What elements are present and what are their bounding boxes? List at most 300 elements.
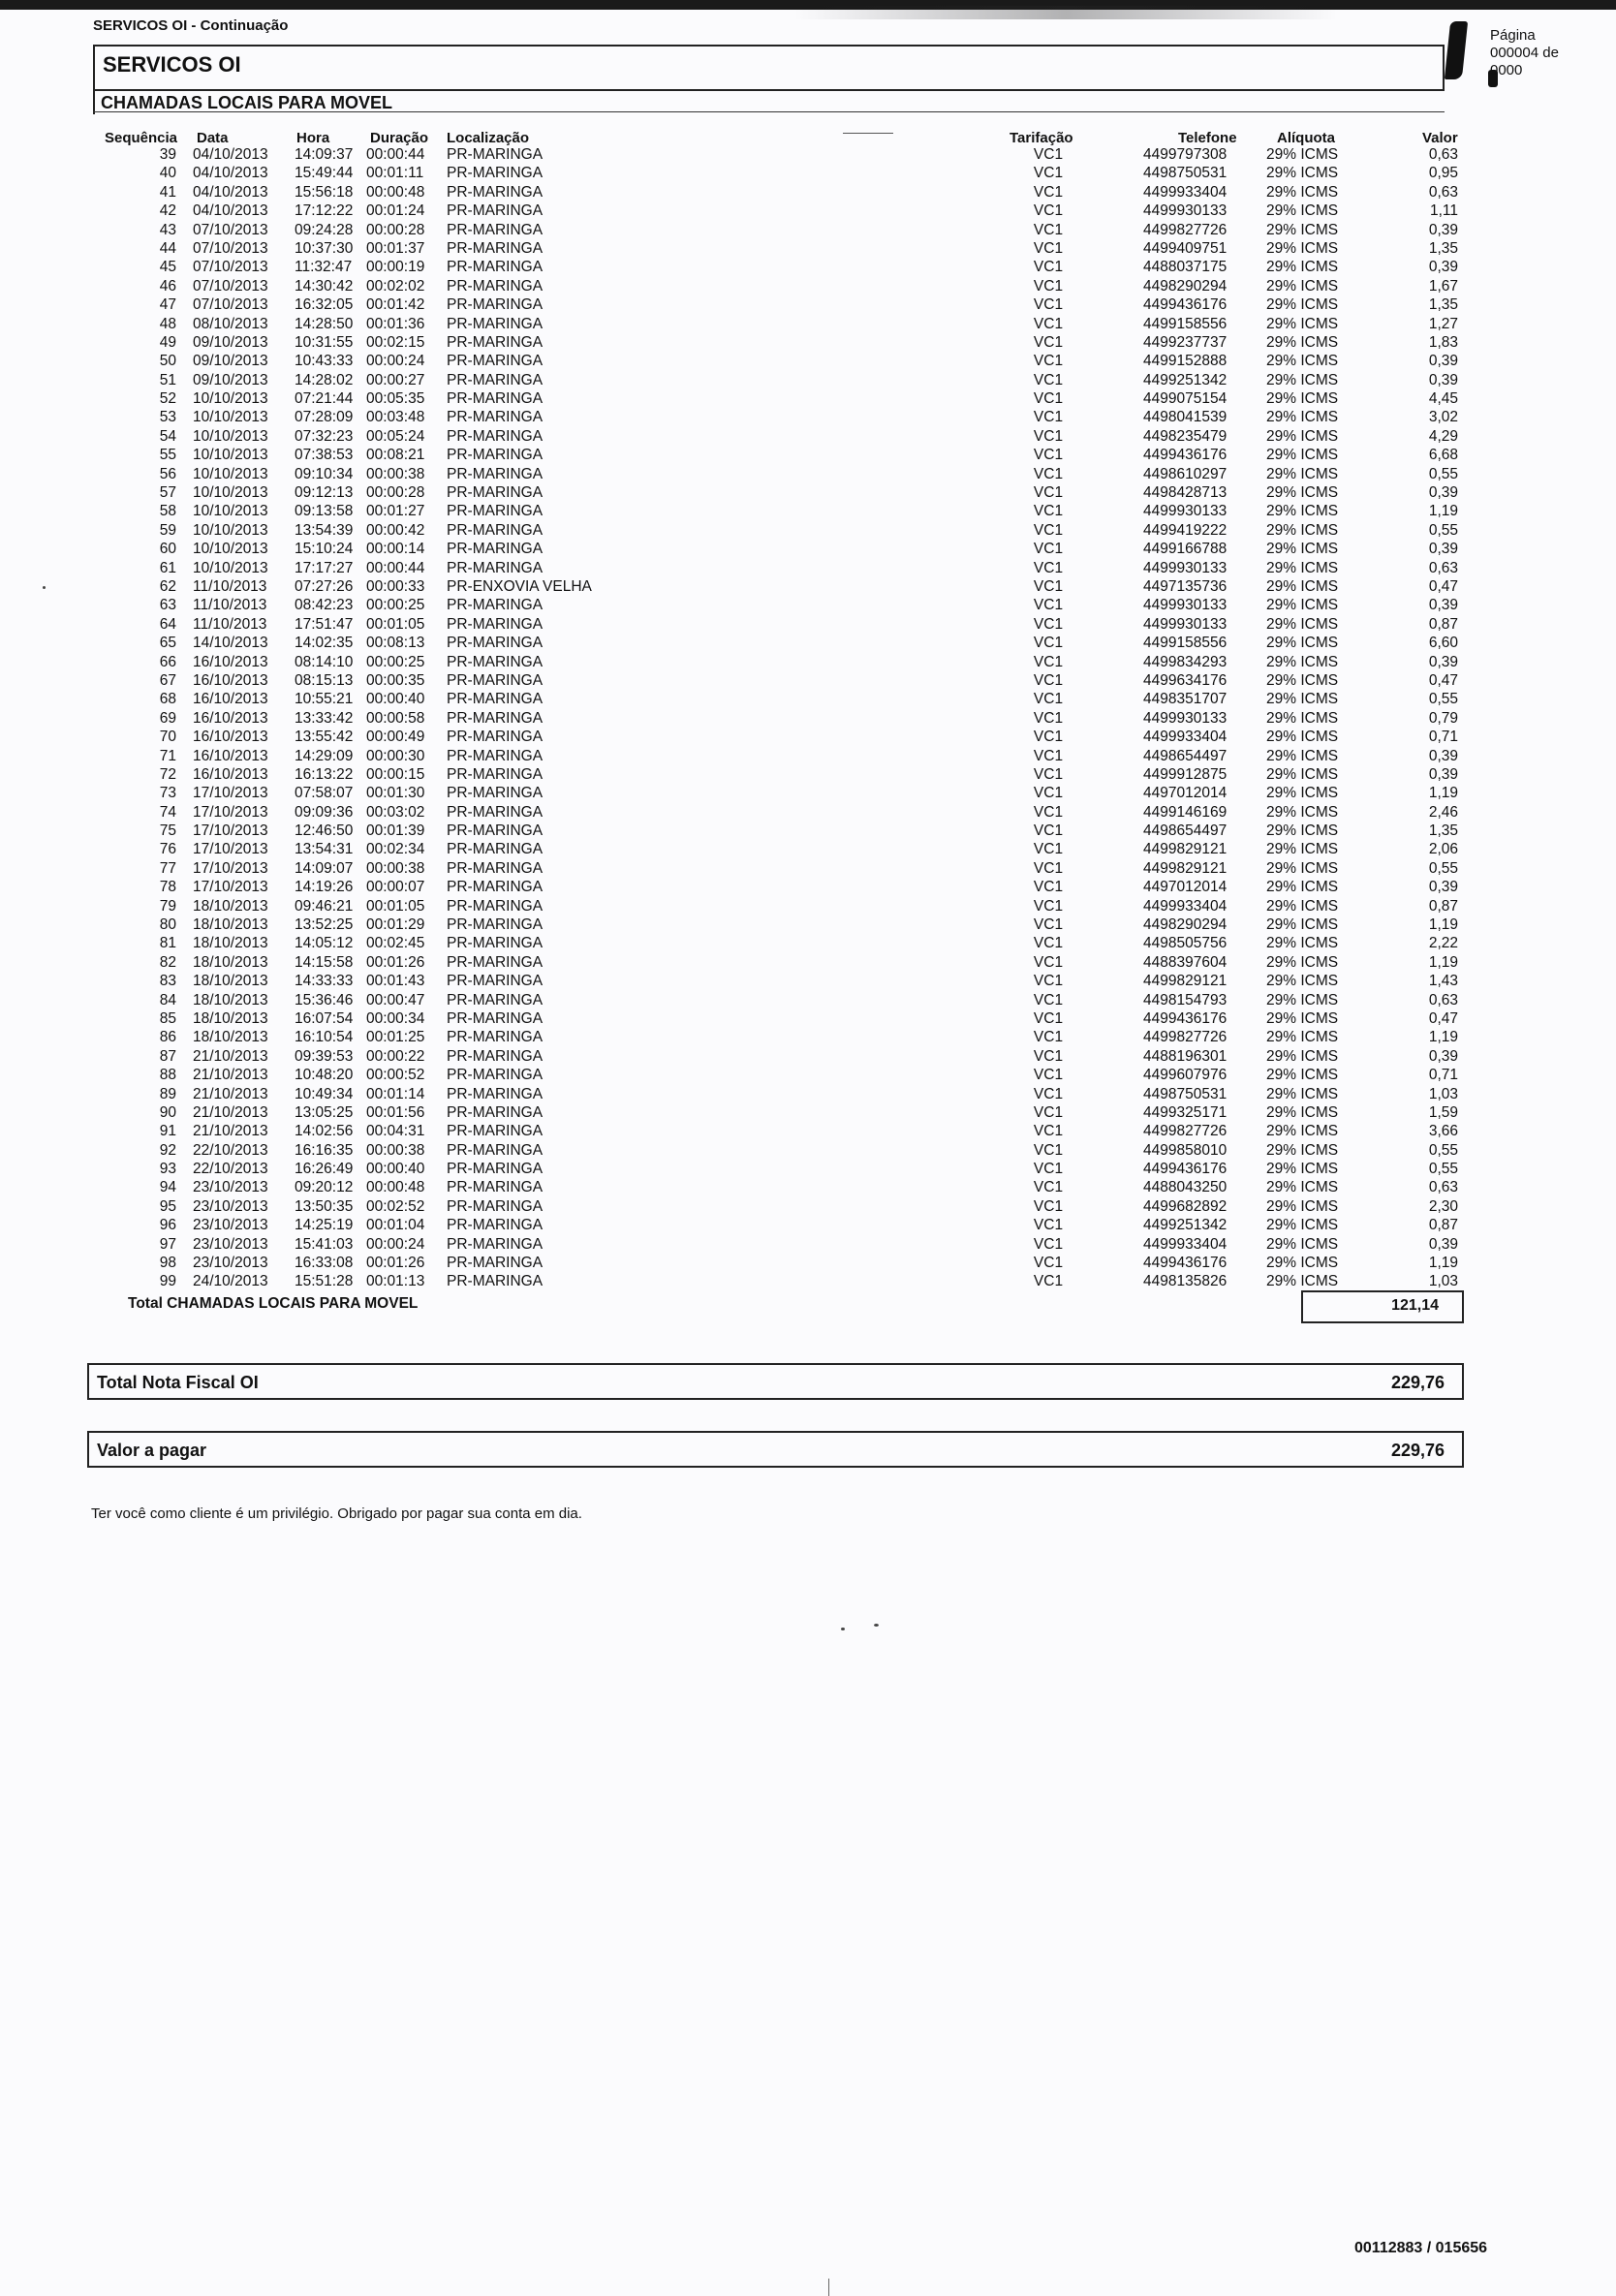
cell-telefone: 4499829121 bbox=[1143, 973, 1228, 990]
cell-tarifacao: VC1 bbox=[1033, 277, 1064, 295]
page-label: Página bbox=[1490, 27, 1536, 44]
cell-tarifacao: VC1 bbox=[1033, 635, 1064, 652]
cell-duracao: 00:00:38 bbox=[366, 465, 425, 482]
cell-seq: 58 bbox=[159, 503, 176, 520]
page-total: 0000 bbox=[1490, 62, 1523, 78]
cell-tarifacao: VC1 bbox=[1033, 503, 1064, 520]
cell-data: 18/10/2013 bbox=[193, 897, 268, 915]
table-row bbox=[0, 1103, 1616, 1122]
page-indicator bbox=[1490, 27, 1559, 79]
cell-telefone: 4499933404 bbox=[1143, 897, 1228, 915]
cell-data: 10/10/2013 bbox=[193, 503, 268, 520]
cell-aliquota: 29% ICMS bbox=[1266, 1009, 1339, 1027]
cell-hora: 14:05:12 bbox=[295, 935, 354, 952]
cell-hora: 13:05:25 bbox=[295, 1103, 354, 1121]
cell-hora: 15:49:44 bbox=[295, 165, 354, 182]
cell-data: 07/10/2013 bbox=[193, 239, 268, 257]
cell-duracao: 00:04:31 bbox=[366, 1123, 425, 1140]
cell-hora: 17:51:47 bbox=[295, 615, 354, 633]
cell-duracao: 00:00:35 bbox=[366, 671, 425, 689]
cell-valor: 1,03 bbox=[1428, 1273, 1458, 1290]
cell-hora: 14:25:19 bbox=[295, 1217, 354, 1234]
cell-seq: 93 bbox=[159, 1161, 176, 1178]
cell-tarifacao: VC1 bbox=[1033, 729, 1064, 746]
cell-data: 23/10/2013 bbox=[193, 1197, 268, 1215]
cell-tarifacao: VC1 bbox=[1033, 577, 1064, 595]
cell-duracao: 00:00:33 bbox=[366, 577, 425, 595]
table-row bbox=[0, 577, 1616, 596]
table-row bbox=[0, 540, 1616, 558]
cell-tarifacao: VC1 bbox=[1033, 239, 1064, 257]
cell-aliquota: 29% ICMS bbox=[1266, 165, 1339, 182]
cell-data: 22/10/2013 bbox=[193, 1141, 268, 1159]
cell-valor: 0,79 bbox=[1428, 709, 1458, 727]
cell-localizacao: PR-MARINGA bbox=[447, 259, 544, 276]
cell-hora: 14:09:37 bbox=[295, 146, 354, 163]
cell-hora: 14:19:26 bbox=[295, 879, 354, 896]
cell-aliquota: 29% ICMS bbox=[1266, 803, 1339, 821]
cell-valor: 1,19 bbox=[1428, 1255, 1458, 1272]
cell-data: 10/10/2013 bbox=[193, 521, 268, 539]
cell-valor: 0,63 bbox=[1428, 991, 1458, 1008]
cell-localizacao: PR-MARINGA bbox=[447, 165, 544, 182]
cell-data: 18/10/2013 bbox=[193, 1029, 268, 1046]
cell-tarifacao: VC1 bbox=[1033, 521, 1064, 539]
cell-aliquota: 29% ICMS bbox=[1266, 859, 1339, 877]
cell-valor: 0,87 bbox=[1428, 897, 1458, 915]
table-row bbox=[0, 634, 1616, 652]
cell-valor: 0,39 bbox=[1428, 259, 1458, 276]
cell-tarifacao: VC1 bbox=[1033, 559, 1064, 576]
cell-seq: 48 bbox=[159, 315, 176, 332]
cell-hora: 17:12:22 bbox=[295, 202, 354, 220]
cell-seq: 76 bbox=[159, 841, 176, 858]
cell-seq: 95 bbox=[159, 1197, 176, 1215]
valor-pagar-value: 229,76 bbox=[1390, 1441, 1445, 1460]
cell-seq: 79 bbox=[159, 897, 176, 915]
cell-data: 10/10/2013 bbox=[193, 465, 268, 482]
cell-valor: 4,29 bbox=[1428, 427, 1458, 445]
table-row bbox=[0, 897, 1616, 915]
cell-duracao: 00:01:30 bbox=[366, 785, 425, 802]
cell-telefone: 4498290294 bbox=[1143, 277, 1228, 295]
cell-duracao: 00:00:44 bbox=[366, 146, 425, 163]
cell-valor: 1,67 bbox=[1428, 277, 1458, 295]
cell-seq: 82 bbox=[159, 953, 176, 971]
cell-localizacao: PR-ENXOVIA VELHA bbox=[447, 577, 592, 595]
cell-telefone: 4498351707 bbox=[1143, 691, 1228, 708]
cell-localizacao: PR-MARINGA bbox=[447, 333, 544, 351]
cell-aliquota: 29% ICMS bbox=[1266, 239, 1339, 257]
cell-telefone: 4499930133 bbox=[1143, 202, 1228, 220]
cell-tarifacao: VC1 bbox=[1033, 803, 1064, 821]
cell-seq: 81 bbox=[159, 935, 176, 952]
cell-hora: 07:28:09 bbox=[295, 409, 354, 426]
cell-localizacao: PR-MARINGA bbox=[447, 371, 544, 388]
table-row bbox=[0, 747, 1616, 765]
cell-duracao: 00:00:52 bbox=[366, 1067, 425, 1084]
cell-aliquota: 29% ICMS bbox=[1266, 1067, 1339, 1084]
cell-aliquota: 29% ICMS bbox=[1266, 597, 1339, 614]
table-row bbox=[0, 878, 1616, 896]
cell-localizacao: PR-MARINGA bbox=[447, 202, 544, 220]
cell-telefone: 4497012014 bbox=[1143, 879, 1228, 896]
table-row bbox=[0, 295, 1616, 314]
cell-valor: 0,39 bbox=[1428, 221, 1458, 238]
table-row bbox=[0, 1254, 1616, 1272]
cell-valor: 1,35 bbox=[1428, 239, 1458, 257]
cell-valor: 0,55 bbox=[1428, 521, 1458, 539]
cell-seq: 71 bbox=[159, 747, 176, 764]
cell-aliquota: 29% ICMS bbox=[1266, 1085, 1339, 1102]
cell-data: 09/10/2013 bbox=[193, 333, 268, 351]
cell-tarifacao: VC1 bbox=[1033, 447, 1064, 464]
cell-hora: 07:38:53 bbox=[295, 447, 354, 464]
cell-seq: 44 bbox=[159, 239, 176, 257]
cell-valor: 0,39 bbox=[1428, 353, 1458, 370]
running-title: SERVICOS OI - Continuação bbox=[93, 17, 289, 34]
col-header-data: Data bbox=[197, 130, 229, 146]
col-header-hora: Hora bbox=[296, 130, 330, 146]
cell-valor: 0,47 bbox=[1428, 671, 1458, 689]
cell-duracao: 00:00:19 bbox=[366, 259, 425, 276]
cell-hora: 15:41:03 bbox=[295, 1235, 354, 1253]
cell-tarifacao: VC1 bbox=[1033, 165, 1064, 182]
cell-data: 21/10/2013 bbox=[193, 1103, 268, 1121]
cell-duracao: 00:01:36 bbox=[366, 315, 425, 332]
cell-hora: 09:13:58 bbox=[295, 503, 354, 520]
cell-duracao: 00:00:15 bbox=[366, 765, 425, 783]
cell-duracao: 00:00:27 bbox=[366, 371, 425, 388]
cell-aliquota: 29% ICMS bbox=[1266, 729, 1339, 746]
table-row bbox=[0, 972, 1616, 990]
cell-localizacao: PR-MARINGA bbox=[447, 1085, 544, 1102]
cell-aliquota: 29% ICMS bbox=[1266, 653, 1339, 670]
cell-tarifacao: VC1 bbox=[1033, 221, 1064, 238]
cell-aliquota: 29% ICMS bbox=[1266, 541, 1339, 558]
cell-localizacao: PR-MARINGA bbox=[447, 503, 544, 520]
cell-valor: 1,03 bbox=[1428, 1085, 1458, 1102]
table-row bbox=[0, 859, 1616, 878]
cell-aliquota: 29% ICMS bbox=[1266, 427, 1339, 445]
cell-valor: 1,11 bbox=[1429, 202, 1458, 220]
cell-tarifacao: VC1 bbox=[1033, 259, 1064, 276]
cell-data: 18/10/2013 bbox=[193, 953, 268, 971]
cell-localizacao: PR-MARINGA bbox=[447, 841, 544, 858]
cell-data: 23/10/2013 bbox=[193, 1179, 268, 1196]
cell-data: 14/10/2013 bbox=[193, 635, 268, 652]
cell-aliquota: 29% ICMS bbox=[1266, 221, 1339, 238]
cell-hora: 15:10:24 bbox=[295, 541, 354, 558]
scan-smear bbox=[794, 6, 1337, 19]
cell-seq: 91 bbox=[159, 1123, 176, 1140]
calls-table bbox=[0, 145, 1616, 1291]
cell-valor: 2,30 bbox=[1428, 1197, 1458, 1215]
cell-valor: 3,66 bbox=[1428, 1123, 1458, 1140]
cell-telefone: 4498154793 bbox=[1143, 991, 1228, 1008]
table-row bbox=[0, 728, 1616, 746]
cell-seq: 99 bbox=[159, 1273, 176, 1290]
cell-seq: 55 bbox=[159, 447, 176, 464]
cell-telefone: 4499933404 bbox=[1143, 729, 1228, 746]
cell-seq: 40 bbox=[159, 165, 176, 182]
cell-telefone: 4498654497 bbox=[1143, 747, 1228, 764]
cell-telefone: 4499251342 bbox=[1143, 371, 1228, 388]
cell-localizacao: PR-MARINGA bbox=[447, 484, 544, 502]
cell-localizacao: PR-MARINGA bbox=[447, 1141, 544, 1159]
table-row bbox=[0, 765, 1616, 784]
cell-data: 16/10/2013 bbox=[193, 653, 268, 670]
cell-seq: 68 bbox=[159, 691, 176, 708]
cell-hora: 13:52:25 bbox=[295, 916, 354, 934]
page-number: 000004 de bbox=[1490, 45, 1559, 61]
cell-telefone: 4499436176 bbox=[1143, 1255, 1228, 1272]
cell-aliquota: 29% ICMS bbox=[1266, 841, 1339, 858]
nota-fiscal-label: Total Nota Fiscal OI bbox=[97, 1373, 259, 1392]
cell-duracao: 00:01:05 bbox=[366, 615, 425, 633]
cell-seq: 59 bbox=[159, 521, 176, 539]
cell-hora: 09:39:53 bbox=[295, 1047, 354, 1065]
cell-localizacao: PR-MARINGA bbox=[447, 597, 544, 614]
cell-tarifacao: VC1 bbox=[1033, 1235, 1064, 1253]
cell-aliquota: 29% ICMS bbox=[1266, 691, 1339, 708]
cell-localizacao: PR-MARINGA bbox=[447, 353, 544, 370]
cell-telefone: 4499930133 bbox=[1143, 615, 1228, 633]
cell-localizacao: PR-MARINGA bbox=[447, 803, 544, 821]
table-row bbox=[0, 1272, 1616, 1290]
cell-seq: 85 bbox=[159, 1009, 176, 1027]
cell-data: 18/10/2013 bbox=[193, 991, 268, 1008]
cell-localizacao: PR-MARINGA bbox=[447, 691, 544, 708]
cell-aliquota: 29% ICMS bbox=[1266, 315, 1339, 332]
cell-seq: 60 bbox=[159, 541, 176, 558]
cell-valor: 0,47 bbox=[1428, 577, 1458, 595]
cell-localizacao: PR-MARINGA bbox=[447, 296, 544, 314]
cell-aliquota: 29% ICMS bbox=[1266, 973, 1339, 990]
cell-hora: 16:10:54 bbox=[295, 1029, 354, 1046]
col-header-tarifacao: Tarifação bbox=[1010, 130, 1073, 146]
cell-duracao: 00:00:25 bbox=[366, 653, 425, 670]
cell-duracao: 00:00:42 bbox=[366, 521, 425, 539]
cell-localizacao: PR-MARINGA bbox=[447, 1047, 544, 1065]
cell-data: 10/10/2013 bbox=[193, 390, 268, 408]
cell-aliquota: 29% ICMS bbox=[1266, 1029, 1339, 1046]
cell-localizacao: PR-MARINGA bbox=[447, 427, 544, 445]
cell-aliquota: 29% ICMS bbox=[1266, 1197, 1339, 1215]
cell-seq: 49 bbox=[159, 333, 176, 351]
cell-data: 18/10/2013 bbox=[193, 973, 268, 990]
cell-localizacao: PR-MARINGA bbox=[447, 390, 544, 408]
cell-valor: 1,83 bbox=[1428, 333, 1458, 351]
cell-localizacao: PR-MARINGA bbox=[447, 447, 544, 464]
cell-localizacao: PR-MARINGA bbox=[447, 146, 544, 163]
cell-aliquota: 29% ICMS bbox=[1266, 1103, 1339, 1121]
cell-telefone: 4499858010 bbox=[1143, 1141, 1228, 1159]
cell-duracao: 00:03:02 bbox=[366, 803, 425, 821]
footer-message: Ter você como cliente é um privilégio. Obrigado por pagar sua conta em dia. bbox=[91, 1505, 582, 1522]
cell-duracao: 00:00:40 bbox=[366, 691, 425, 708]
cell-hora: 13:54:39 bbox=[295, 521, 354, 539]
cell-localizacao: PR-MARINGA bbox=[447, 1197, 544, 1215]
cell-valor: 0,55 bbox=[1428, 691, 1458, 708]
cell-duracao: 00:01:43 bbox=[366, 973, 425, 990]
table-row bbox=[0, 427, 1616, 446]
cell-hora: 14:29:09 bbox=[295, 747, 354, 764]
cell-data: 07/10/2013 bbox=[193, 221, 268, 238]
cell-localizacao: PR-MARINGA bbox=[447, 973, 544, 990]
table-row bbox=[0, 502, 1616, 520]
cell-seq: 83 bbox=[159, 973, 176, 990]
cell-aliquota: 29% ICMS bbox=[1266, 333, 1339, 351]
cell-tarifacao: VC1 bbox=[1033, 671, 1064, 689]
cell-tarifacao: VC1 bbox=[1033, 859, 1064, 877]
cell-aliquota: 29% ICMS bbox=[1266, 1179, 1339, 1196]
cell-valor: 0,87 bbox=[1428, 1217, 1458, 1234]
cell-tarifacao: VC1 bbox=[1033, 1179, 1064, 1196]
cell-duracao: 00:00:22 bbox=[366, 1047, 425, 1065]
table-row bbox=[0, 596, 1616, 614]
cell-hora: 15:51:28 bbox=[295, 1273, 354, 1290]
cell-data: 04/10/2013 bbox=[193, 183, 268, 201]
cell-hora: 08:14:10 bbox=[295, 653, 354, 670]
cell-telefone: 4499834293 bbox=[1143, 653, 1228, 670]
cell-tarifacao: VC1 bbox=[1033, 427, 1064, 445]
table-row bbox=[0, 653, 1616, 671]
cell-aliquota: 29% ICMS bbox=[1266, 1141, 1339, 1159]
cell-seq: 43 bbox=[159, 221, 176, 238]
cell-aliquota: 29% ICMS bbox=[1266, 615, 1339, 633]
cell-data: 16/10/2013 bbox=[193, 709, 268, 727]
cell-localizacao: PR-MARINGA bbox=[447, 1123, 544, 1140]
cell-valor: 3,02 bbox=[1428, 409, 1458, 426]
cell-data: 10/10/2013 bbox=[193, 427, 268, 445]
cell-valor: 0,39 bbox=[1428, 879, 1458, 896]
cell-tarifacao: VC1 bbox=[1033, 1047, 1064, 1065]
cell-telefone: 4499930133 bbox=[1143, 709, 1228, 727]
cell-localizacao: PR-MARINGA bbox=[447, 709, 544, 727]
cell-duracao: 00:01:13 bbox=[366, 1273, 425, 1290]
cell-tarifacao: VC1 bbox=[1033, 353, 1064, 370]
cell-data: 07/10/2013 bbox=[193, 296, 268, 314]
cell-aliquota: 29% ICMS bbox=[1266, 146, 1339, 163]
nota-fiscal-total-box bbox=[87, 1363, 1464, 1400]
table-row bbox=[0, 1178, 1616, 1196]
table-row bbox=[0, 1009, 1616, 1028]
cell-seq: 66 bbox=[159, 653, 176, 670]
cell-duracao: 00:00:34 bbox=[366, 1009, 425, 1027]
cell-aliquota: 29% ICMS bbox=[1266, 521, 1339, 539]
cell-data: 23/10/2013 bbox=[193, 1235, 268, 1253]
cell-telefone: 4499827726 bbox=[1143, 1029, 1228, 1046]
cell-valor: 0,55 bbox=[1428, 1141, 1458, 1159]
cell-aliquota: 29% ICMS bbox=[1266, 353, 1339, 370]
cell-valor: 0,39 bbox=[1428, 765, 1458, 783]
cell-valor: 0,39 bbox=[1428, 747, 1458, 764]
cell-seq: 97 bbox=[159, 1235, 176, 1253]
cell-hora: 07:27:26 bbox=[295, 577, 354, 595]
cell-hora: 09:46:21 bbox=[295, 897, 354, 915]
cell-data: 21/10/2013 bbox=[193, 1067, 268, 1084]
cell-duracao: 00:01:04 bbox=[366, 1217, 425, 1234]
cell-hora: 16:32:05 bbox=[295, 296, 354, 314]
scan-mark bbox=[828, 2279, 829, 2296]
cell-valor: 1,35 bbox=[1428, 296, 1458, 314]
cell-duracao: 00:00:38 bbox=[366, 1141, 425, 1159]
cell-data: 11/10/2013 bbox=[193, 615, 267, 633]
services-title: SERVICOS OI bbox=[103, 52, 241, 77]
cell-seq: 39 bbox=[159, 146, 176, 163]
cell-data: 21/10/2013 bbox=[193, 1123, 268, 1140]
cell-valor: 0,63 bbox=[1428, 559, 1458, 576]
cell-telefone: 4498290294 bbox=[1143, 916, 1228, 934]
col-header-valor: Valor bbox=[1422, 130, 1458, 146]
cell-tarifacao: VC1 bbox=[1033, 390, 1064, 408]
nota-fiscal-value: 229,76 bbox=[1390, 1373, 1445, 1392]
cell-data: 17/10/2013 bbox=[193, 803, 268, 821]
cell-aliquota: 29% ICMS bbox=[1266, 879, 1339, 896]
cell-valor: 0,63 bbox=[1428, 183, 1458, 201]
cell-aliquota: 29% ICMS bbox=[1266, 1047, 1339, 1065]
cell-tarifacao: VC1 bbox=[1033, 1255, 1064, 1272]
cell-data: 17/10/2013 bbox=[193, 785, 268, 802]
table-row bbox=[0, 202, 1616, 220]
cell-tarifacao: VC1 bbox=[1033, 1103, 1064, 1121]
cell-tarifacao: VC1 bbox=[1033, 1085, 1064, 1102]
cell-valor: 0,39 bbox=[1428, 371, 1458, 388]
cell-duracao: 00:05:24 bbox=[366, 427, 425, 445]
cell-tarifacao: VC1 bbox=[1033, 409, 1064, 426]
cell-hora: 10:37:30 bbox=[295, 239, 354, 257]
cell-tarifacao: VC1 bbox=[1033, 465, 1064, 482]
cell-tarifacao: VC1 bbox=[1033, 296, 1064, 314]
cell-seq: 84 bbox=[159, 991, 176, 1008]
cell-tarifacao: VC1 bbox=[1033, 841, 1064, 858]
cell-hora: 12:46:50 bbox=[295, 822, 354, 840]
cell-aliquota: 29% ICMS bbox=[1266, 1273, 1339, 1290]
cell-tarifacao: VC1 bbox=[1033, 916, 1064, 934]
table-row bbox=[0, 1160, 1616, 1178]
cell-duracao: 00:01:27 bbox=[366, 503, 425, 520]
cell-hora: 07:32:23 bbox=[295, 427, 354, 445]
cell-duracao: 00:00:40 bbox=[366, 1161, 425, 1178]
cell-duracao: 00:02:52 bbox=[366, 1197, 425, 1215]
cell-hora: 09:20:12 bbox=[295, 1179, 354, 1196]
cell-telefone: 4499930133 bbox=[1143, 597, 1228, 614]
cell-valor: 0,87 bbox=[1428, 615, 1458, 633]
cell-hora: 10:31:55 bbox=[295, 333, 354, 351]
cell-seq: 80 bbox=[159, 916, 176, 934]
col-header-seq: Sequência bbox=[105, 130, 178, 146]
cell-data: 21/10/2013 bbox=[193, 1047, 268, 1065]
cell-aliquota: 29% ICMS bbox=[1266, 277, 1339, 295]
cell-localizacao: PR-MARINGA bbox=[447, 221, 544, 238]
cell-duracao: 00:02:15 bbox=[366, 333, 425, 351]
cell-data: 16/10/2013 bbox=[193, 691, 268, 708]
table-row bbox=[0, 615, 1616, 634]
table-row bbox=[0, 164, 1616, 182]
cell-telefone: 4499682892 bbox=[1143, 1197, 1228, 1215]
cell-data: 09/10/2013 bbox=[193, 353, 268, 370]
cell-data: 10/10/2013 bbox=[193, 484, 268, 502]
cell-localizacao: PR-MARINGA bbox=[447, 559, 544, 576]
cell-tarifacao: VC1 bbox=[1033, 765, 1064, 783]
col-header-localizacao: Localização bbox=[447, 130, 530, 146]
table-row bbox=[0, 221, 1616, 239]
table-row bbox=[0, 803, 1616, 822]
cell-telefone: 4488196301 bbox=[1143, 1047, 1228, 1065]
cell-data: 04/10/2013 bbox=[193, 165, 268, 182]
cell-data: 09/10/2013 bbox=[193, 371, 268, 388]
